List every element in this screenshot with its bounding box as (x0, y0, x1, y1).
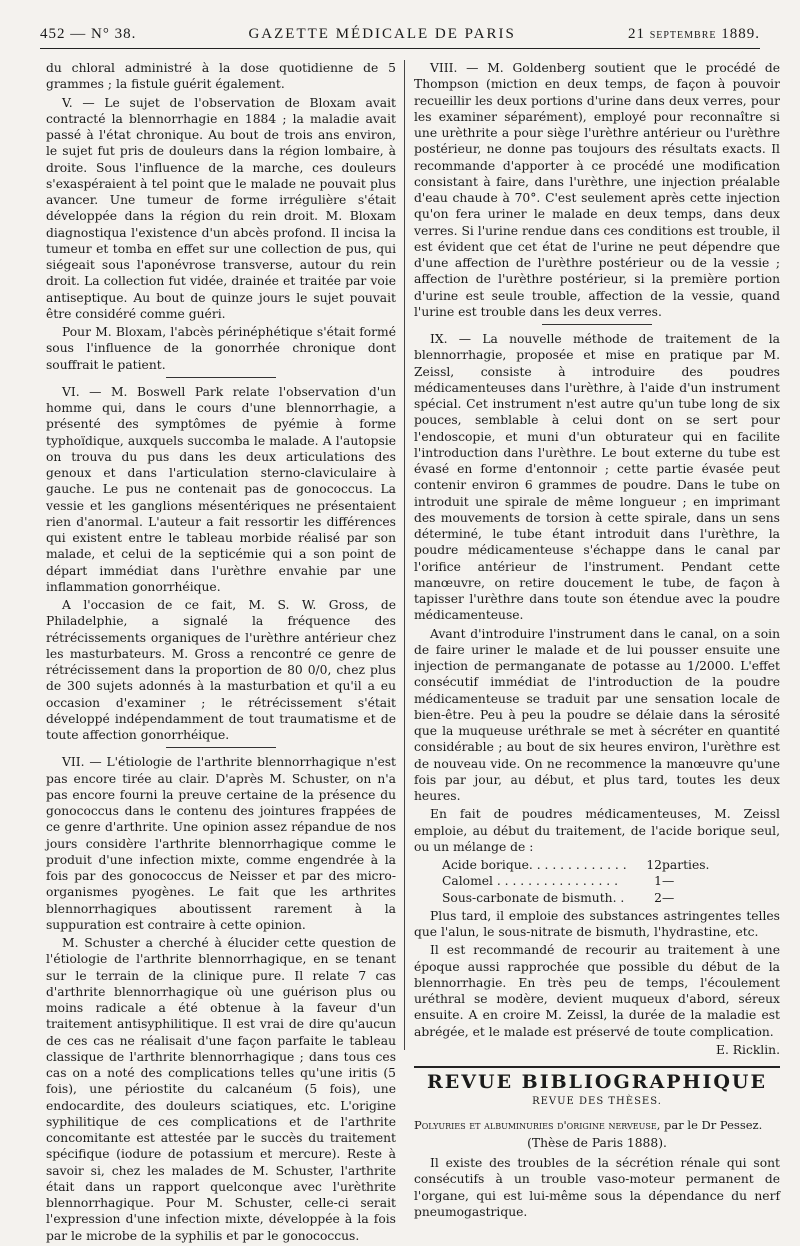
revue-entry-author: par le Dr Pessez. (660, 1117, 763, 1132)
formula-row (442, 873, 780, 889)
revue-rule-top (414, 1066, 780, 1068)
paragraph: du chloral administré à la dose quotidienne de 5 grammes ; la fistule guérit également. (46, 61, 396, 92)
formula-qty: 12 (646, 858, 662, 872)
formula-qty: 1 (654, 874, 662, 889)
paragraph: A l'occasion de ce fait, M. S. W. Gross, de Philadelphie, a signalé la fréquence des rétrécissements organiques de l'urèthre antérieur chez les masturbateurs. M. Gross a rencontré ce genre de rétrécissement dans la proportion de 80 0/0, chez plus de 300 sujets adonnés à la masturbation et qu'il a eu occasion d'examiner ; le rétrécissement s'était développé indépendamment de tout traumatisme et de toute affection gonorrhéique. (46, 598, 396, 742)
paragraph: VI. — M. Boswell Park relate l'observation d'un homme qui, dans le cours d'une blennorrhagie, a présenté des symptômes de pyémie à forme typhoïdique, auxquels succomba le malade. A l'autopsie on trouva du pus dans les deux articulations des genoux et dans l'articulation sterno-claviculaire à gauche. Le pus ne contenait pas de gonococcus. La vessie et les ganglions mésentériques ne présentaient rien d'anormal. L'auteur a fait ressortir les différences qui existent entre le tableau morbide réalisé par son malade, et celui de la septicémie qui a son point de départ immédiat dans l'urèthre envahie par une inflammation gonorrhéique. (46, 384, 396, 594)
page-header (40, 26, 760, 48)
section-divider (166, 377, 276, 378)
formula-qty: 2 (654, 890, 662, 905)
paragraph: En fait de poudres médicamenteuses, M. Zeissl emploie, au début du traitement, de l'acide borique seul, ou un mélange de : (414, 807, 780, 854)
formula-row (442, 857, 780, 873)
left-column (46, 60, 396, 1246)
paragraph: Pour M. Bloxam, l'abcès périnéphétique s'était formé sous l'influence de la gonorrhée chronique dont souffrait le patient. (46, 325, 396, 372)
section-divider (542, 324, 652, 325)
journal-title: GAZETTE MÉDICALE DE PARIS (248, 26, 516, 42)
revue-entry-these: (Thèse de Paris 1888). (527, 1135, 667, 1150)
revue-entry-title: Polyuries et albuminuries d'origine nerveuse, (414, 1117, 661, 1132)
date-month: SEPTEMBRE (649, 30, 717, 41)
formula-row (442, 890, 780, 906)
paragraph: M. Schuster a cherché à élucider cette question de l'étiologie de l'arthrite blennorrhagique, en se tenant sur le terrain de la clinique pure. Il relate 7 cas d'arthrite blennorrhagique où une guérison plus ou moins radicale a été obtenue à la faveur d'un traitement antisyphilitique. Il est vrai de dire qu'aucun de ces cas ne réalisait d'une façon parfaite le tableau classique de l'arthrite blennorrhagique ; dans tous ces cas on a noté des complications telles qu'une iritis (5 fois), une périostite du calcanéum (5 fois), une endocardite, des douleurs sciatiques, etc. L'origine syphilitique de ces complications et de l'arthrite concomitante est attestée par le succès du traitement spécifique (iodure de potassium et mercure). Reste à savoir si, chez les malades de M. Schuster, l'arthrite était dans un rapport quelconque avec l'urèthrite blennorrhagique. Pour M. Schuster, celle-ci serait l'expression d'une infection mixte, développée à la fois par le microbe de la syphilis et par le gonococcus. (46, 936, 396, 1243)
paragraph: VIII. — M. Goldenberg soutient que le procédé de Thompson (miction en deux temps, de façon à pouvoir recueillir les deux portions d'urine dans deux verres, pour les examiner séparément), employé pour reconnaître si une urèthrite a pour siège l'urèthre antérieur ou l'urèthre postérieur, ne donne pas toujours des résultats exacts. Il recommande d'apporter à ce procédé une modification consistant à faire, dans l'urèthre, une injection préalable d'eau chaude à 70°. C'est seulement après cette injection qu'on fera uriner le malade en deux temps, dans deux verres. Si l'urine rendue dans ces conditions est trouble, il est évident que cet état de l'urine ne peut dépendre que d'une affection de l'urèthre postérieur ou de la vessie ; affection de l'urèthre postérieur, si la première portion d'urine est seule trouble, affection de la vessie, quand l'urine est trouble dans les deux verres. (414, 61, 780, 319)
formula-name: Calomel . . . . . . . . . . . . . . . . (442, 874, 619, 889)
header-rule (40, 48, 760, 49)
issue-date (628, 26, 760, 43)
column-separator (404, 60, 405, 1050)
paragraph: VII. — L'étiologie de l'arthrite blennorrhagique n'est pas encore tirée au clair. D'après M. Schuster, on n'a pas encore fourni la preuve certaine de la présence du gonococcus dans le contenu des jointures frappées de ce genre d'arthrite. Une opinion assez répandue de nos jours considère l'arthrite blennorrhagique comme le produit d'une infection mixte, comme engendrée à la fois par des gonococcus de Neisser et par des micro-organismes pyogènes. Le fait que les arthrites blennorrhagiques aboutissent rarement à la suppuration est contraire à cette opinion. (46, 755, 396, 932)
right-column (414, 60, 780, 1222)
paragraph: IX. — La nouvelle méthode de traitement de la blennorrhagie, proposée et mise en pratique par M. Zeissl, consiste à introduire des poudres médicamenteuses dans l'urèthre, à l'aide d'un instrument spécial. Cet instrument n'est autre qu'un tube long de six pouces, semblable à celui dont on se sert pour l'endoscopie, et muni d'un obturateur qui en facilite l'introduction dans l'urèthre. Le bout externe du tube est évasé en forme d'entonnoir ; cette partie évasée peut contenir environ 6 grammes de poudre. Dans le tube on introduit une spirale de même longueur ; en imprimant des mouvements de torsion à cette spirale, dans un sens déterminé, le tube étant introduit dans l'urèthre, la poudre médicamenteuse s'échappe dans le canal par l'orifice antérieur de l'instrument. Pendant cette manœuvre, on retire doucement le tube, de façon à tapisser l'urèthre dans toute son étendue avec la poudre médicamenteuse. (414, 332, 780, 623)
formula-unit: — (662, 890, 675, 905)
section-divider (166, 747, 276, 748)
formula-list (414, 857, 780, 906)
paragraph: Avant d'introduire l'instrument dans le canal, on a soin de faire uriner le malade et de lui pousser ensuite une injection de permanganate de potasse au 1/2000. L'effet consécutif immédiat de l'introduction de la poudre médicamenteuse se traduit par une sensation locale de bien-être. Peu à peu la poudre se délaie dans la sérosité que la muqueuse uréthrale se met à sécréter en quantité considérable ; au bout de six heures environ, l'urèthre est de nouveau vide. On ne recommence la manœuvre qu'une fois par jour, au début, et plus tard, toutes les deux heures. (414, 626, 780, 803)
formula-name: Sous-carbonate de bismuth. . (442, 890, 625, 905)
author-signature: E. Ricklin. (715, 1042, 780, 1057)
paragraph: Il est recommandé de recourir au traitement à une époque aussi rapprochée que possible du début de la blennorrhagie. En très peu de temps, l'écoulement uréthral se modère, devient muqueux d'abord, séreux ensuite. A en croire M. Zeissl, la durée de la maladie est abrégée, et le malade est préservé de toute complication. (414, 943, 780, 1039)
page-number: 452 — N° 38. (40, 26, 137, 42)
paragraph: Plus tard, il emploie des substances astringentes telles que l'alun, le sous-nitrate de bismuth, l'hydrastine, etc. (414, 908, 780, 939)
revue-entry-heading (414, 1117, 780, 1133)
paragraph: V. — Le sujet de l'observation de Bloxam avait contracté la blennorrhagie en 1884 ; la maladie avait passé à l'état chronique. Au bout de trois ans environ, le sujet fut pris de douleurs dans la région lombaire, à droite. Sous l'influence de la marche, ces douleurs s'exaspéraient à tel point que le malade ne pouvait plus avancer. Une tumeur de forme irrégulière s'était développée dans la région du rein droit. M. Bloxam diagnostiqua l'existence d'un abcès profond. Il incisa la tumeur et tomba en effet sur une collection de pus, qui siégeait sous l'aponévrose transverse, autour du rein droit. La collection fut vidée, drainée et traitée par voie antiseptique. Au bout de quinze jours le sujet pouvait être considéré comme guéri. (46, 95, 396, 321)
date-day: 21 (627, 26, 645, 42)
revue-title: REVUE BIBLIOGRAPHIQUE (427, 1071, 767, 1093)
formula-name: Acide borique. . . . . . . . . . . . . (442, 858, 627, 872)
formula-unit: — (662, 874, 675, 889)
paragraph: Il existe des troubles de la sécrétion rénale qui sont consécutifs à un trouble vaso-moteur permanent de l'organe, qui est lui-même sous la dépendance du nerf pneumogastrique. (414, 1156, 780, 1219)
formula-unit: parties. (662, 858, 710, 872)
revue-subtitle: REVUE DES THÈSES. (532, 1096, 662, 1108)
date-year: 1889. (721, 26, 760, 42)
